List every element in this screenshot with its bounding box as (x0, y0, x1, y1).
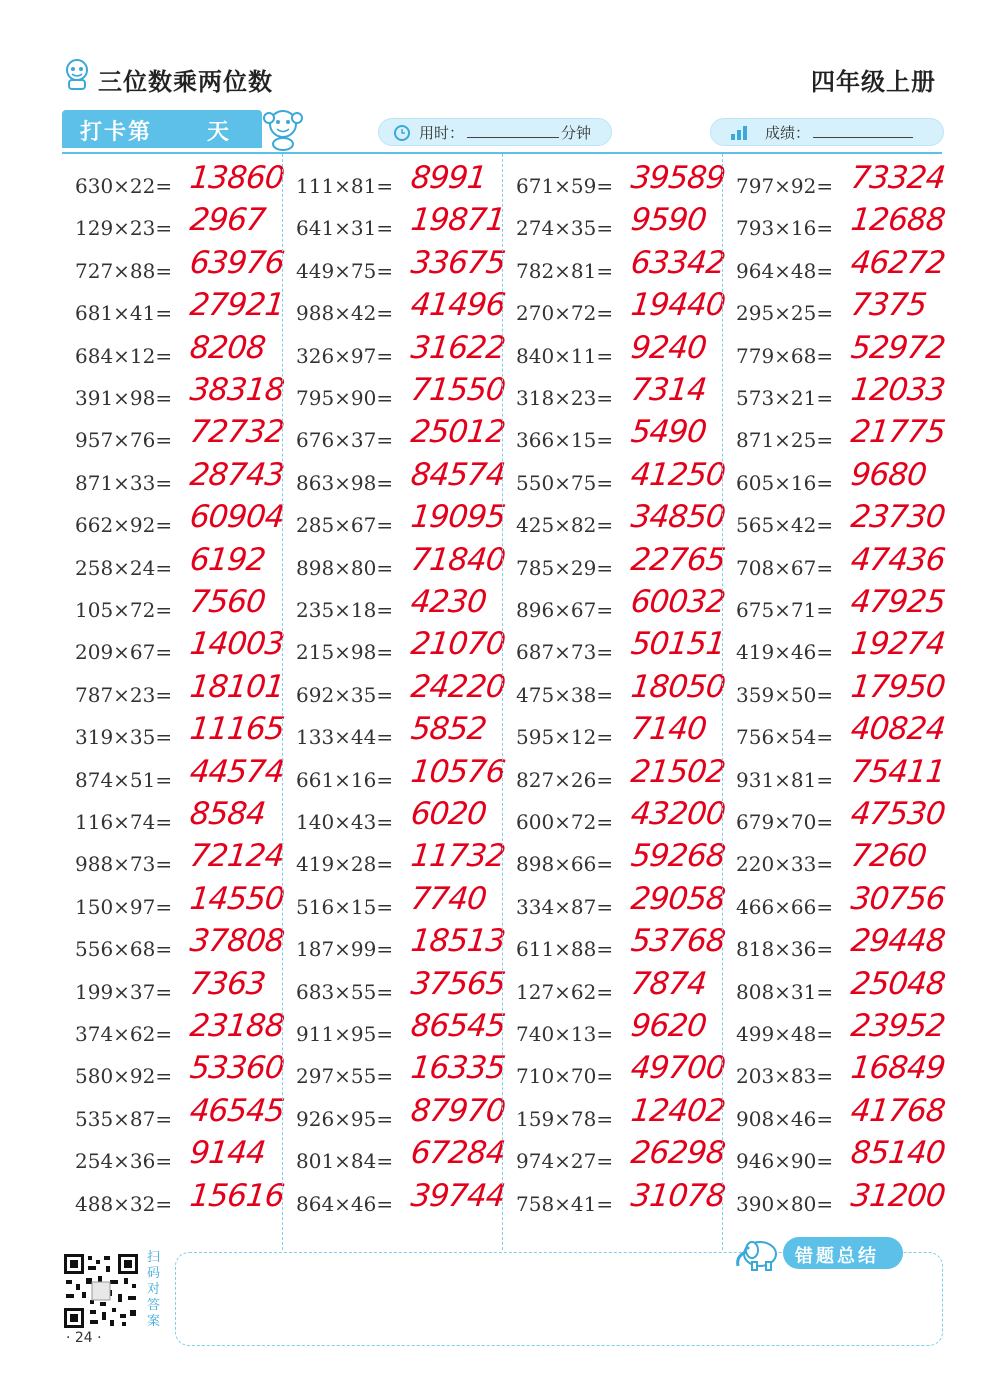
bar-chart-icon (729, 123, 751, 141)
problem-expression: 964×48= (736, 258, 834, 283)
handwritten-answer[interactable]: 12033 (849, 372, 947, 408)
handwritten-answer[interactable]: 73324 (849, 160, 947, 196)
time-unit: 分钟 (561, 124, 592, 142)
problem-expression: 797×92= (736, 174, 834, 198)
problem-expression: 556×68= (75, 937, 173, 962)
handwritten-answer[interactable]: 53768 (629, 923, 727, 960)
handwritten-answer[interactable]: 53360 (188, 1050, 286, 1087)
problem-row (503, 499, 727, 547)
problem-expression: 573×21= (736, 386, 834, 410)
problem-grid (62, 152, 947, 1250)
handwritten-answer[interactable]: 7314 (629, 372, 708, 408)
page-number: · 24 · (66, 1330, 102, 1346)
problem-expression: 605×16= (736, 470, 834, 495)
problem-expression: 235×18= (296, 598, 394, 622)
handwritten-answer[interactable]: 52972 (849, 329, 947, 366)
handwritten-answer[interactable]: 8991 (409, 160, 488, 196)
problem-expression: 209×67= (75, 640, 173, 665)
problem-expression: 931×81= (736, 767, 834, 792)
problem-expression: 580×92= (75, 1064, 173, 1089)
page-title: 三位数乘两位数 (98, 68, 273, 96)
problem-row (503, 287, 727, 335)
scan-answer-text: 扫码对答案 (147, 1250, 161, 1329)
handwritten-answer[interactable]: 40824 (849, 711, 947, 748)
handwritten-answer[interactable]: 41768 (849, 1092, 947, 1129)
problem-row (723, 287, 943, 335)
handwritten-answer[interactable]: 31200 (849, 1177, 947, 1214)
problem-expression: 159×78= (516, 1106, 614, 1131)
handwritten-answer[interactable]: 23730 (849, 499, 947, 536)
handwritten-answer[interactable]: 2967 (188, 202, 267, 239)
handwritten-answer[interactable]: 6192 (188, 541, 267, 578)
handwritten-answer[interactable]: 22765 (629, 541, 727, 578)
problem-row (283, 499, 507, 547)
handwritten-answer[interactable]: 43200 (629, 796, 727, 832)
problem-expression: 600×72= (516, 810, 614, 834)
problem-expression: 374×62= (75, 1022, 173, 1046)
problem-expression: 818×36= (736, 937, 834, 962)
problem-expression: 911×95= (296, 1022, 394, 1046)
problem-expression: 692×35= (296, 682, 394, 707)
problem-expression: 758×41= (516, 1191, 614, 1216)
problem-expression: 516×15= (296, 894, 394, 919)
handwritten-answer[interactable]: 63342 (629, 244, 727, 281)
problem-expression: 359×50= (736, 682, 834, 707)
handwritten-answer[interactable]: 11165 (188, 711, 286, 748)
handwritten-answer[interactable]: 23188 (188, 1008, 286, 1044)
problem-expression: 896×67= (516, 598, 614, 622)
problem-expression: 988×42= (296, 301, 394, 326)
problem-expression: 150×97= (75, 894, 173, 919)
problem-expression: 220×33= (736, 852, 834, 877)
problem-expression: 611×88= (516, 937, 614, 962)
problem-expression: 319×35= (75, 725, 173, 750)
problem-expression: 565×42= (736, 513, 834, 538)
problem-expression: 779×68= (736, 343, 834, 368)
score-label: 成绩： (765, 124, 811, 142)
problem-expression: 488×32= (75, 1191, 173, 1216)
handwritten-answer[interactable]: 19095 (409, 499, 507, 536)
problem-row (503, 923, 727, 971)
problem-row (723, 1177, 947, 1226)
problem-row (503, 1177, 727, 1226)
problem-expression: 661×16= (296, 767, 394, 792)
handwritten-answer[interactable]: 6020 (409, 796, 488, 832)
problem-expression: 641×31= (296, 216, 394, 241)
handwritten-answer[interactable]: 38318 (188, 372, 286, 408)
score-blank[interactable] (813, 137, 913, 138)
handwritten-answer[interactable]: 31622 (409, 329, 507, 366)
handwritten-answer[interactable]: 60032 (629, 584, 727, 620)
problem-expression: 782×81= (516, 258, 614, 283)
checkin-prefix: 打卡第 (80, 120, 153, 145)
handwritten-answer[interactable]: 46545 (188, 1092, 286, 1129)
problem-expression: 671×59= (516, 174, 614, 198)
handwritten-answer[interactable]: 44574 (188, 753, 286, 790)
problem-expression: 129×23= (75, 216, 173, 241)
problem-row (723, 1135, 947, 1183)
handwritten-answer[interactable]: 8208 (188, 329, 267, 366)
problem-row (723, 711, 947, 759)
handwritten-answer[interactable]: 75411 (849, 753, 947, 790)
mascot-icon (62, 58, 92, 90)
handwritten-answer[interactable]: 23952 (849, 1008, 947, 1044)
handwritten-answer[interactable]: 67284 (409, 1135, 507, 1172)
problem-expression: 827×26= (516, 767, 614, 792)
handwritten-answer[interactable]: 39589 (629, 160, 727, 196)
problem-expression: 756×54= (736, 725, 834, 750)
problem-expression: 187×99= (296, 937, 394, 962)
problem-expression: 946×90= (736, 1149, 834, 1174)
time-field (378, 118, 612, 146)
handwritten-answer[interactable]: 27921 (188, 287, 286, 324)
problem-expression: 295×25= (736, 301, 834, 326)
problem-row (62, 711, 286, 759)
problem-expression: 708×67= (736, 555, 834, 580)
handwritten-answer[interactable]: 7874 (629, 965, 708, 1002)
handwritten-answer[interactable]: 47925 (849, 584, 947, 620)
problem-expression: 466×66= (736, 894, 834, 919)
handwritten-answer[interactable]: 29058 (629, 880, 727, 917)
handwritten-answer[interactable]: 7375 (849, 287, 928, 324)
handwritten-answer[interactable]: 26298 (629, 1135, 727, 1172)
handwritten-answer[interactable]: 4230 (409, 584, 488, 620)
handwritten-answer[interactable]: 41496 (409, 287, 507, 324)
problem-expression: 550×75= (516, 470, 614, 495)
handwritten-answer[interactable]: 84574 (409, 456, 507, 493)
problem-expression: 258×24= (75, 555, 173, 580)
problem-expression: 285×67= (296, 513, 394, 538)
qr-code[interactable] (62, 1252, 140, 1330)
problem-expression: 871×25= (736, 428, 834, 453)
handwritten-answer[interactable]: 41250 (629, 456, 727, 493)
handwritten-answer[interactable]: 15616 (188, 1177, 286, 1214)
problem-expression: 795×90= (296, 386, 394, 410)
handwritten-answer[interactable]: 14003 (188, 626, 286, 663)
problem-expression: 254×36= (75, 1149, 173, 1174)
problem-row (723, 923, 947, 971)
problem-expression: 679×70= (736, 810, 834, 834)
problem-expression: 988×73= (75, 852, 173, 877)
handwritten-answer[interactable]: 34850 (629, 499, 727, 536)
grade-label: 四年级上册 (811, 68, 936, 96)
handwritten-answer[interactable]: 31078 (629, 1177, 727, 1214)
problem-expression: 326×97= (296, 343, 394, 368)
problem-expression: 595×12= (516, 725, 614, 750)
problem-row (62, 499, 286, 547)
problem-expression: 710×70= (516, 1064, 614, 1089)
handwritten-answer[interactable]: 16849 (849, 1050, 947, 1087)
handwritten-answer[interactable]: 37808 (188, 923, 286, 960)
problem-expression: 793×16= (736, 216, 834, 241)
problem-expression: 274×35= (516, 216, 614, 241)
handwritten-answer[interactable]: 30756 (849, 880, 947, 917)
time-label: 用时： (419, 124, 465, 142)
handwritten-answer[interactable]: 24220 (409, 668, 507, 705)
problem-column (62, 154, 286, 1250)
handwritten-answer[interactable]: 71840 (409, 541, 507, 578)
problem-expression: 390×80= (736, 1191, 834, 1216)
problem-expression: 681×41= (75, 301, 173, 326)
problem-expression: 116×74= (75, 810, 173, 834)
problem-expression: 391×98= (75, 386, 173, 410)
problem-expression: 740×13= (516, 1022, 614, 1046)
handwritten-answer[interactable]: 5490 (629, 414, 708, 451)
handwritten-answer[interactable]: 25012 (409, 414, 507, 451)
handwritten-answer[interactable]: 39744 (409, 1177, 507, 1214)
handwritten-answer[interactable]: 46272 (849, 244, 947, 281)
problem-expression: 133×44= (296, 725, 394, 750)
problem-expression: 787×23= (75, 682, 173, 707)
handwritten-answer[interactable]: 13860 (188, 160, 286, 196)
handwritten-answer[interactable]: 12688 (849, 202, 947, 239)
handwritten-answer[interactable]: 17950 (849, 668, 947, 705)
problem-expression: 926×95= (296, 1106, 394, 1131)
handwritten-answer[interactable]: 72124 (188, 838, 286, 875)
handwritten-answer[interactable]: 7260 (849, 838, 928, 875)
problem-expression: 318×23= (516, 386, 614, 410)
problem-expression: 199×37= (75, 979, 173, 1004)
handwritten-answer[interactable]: 85140 (849, 1135, 947, 1172)
problem-expression: 105×72= (75, 598, 173, 622)
problem-expression: 808×31= (736, 979, 834, 1004)
problem-expression: 908×46= (736, 1106, 834, 1131)
handwritten-answer[interactable]: 16335 (409, 1050, 507, 1087)
handwritten-answer[interactable]: 21070 (409, 626, 507, 663)
problem-expression: 683×55= (296, 979, 394, 1004)
handwritten-answer[interactable]: 50151 (629, 626, 727, 663)
problem-expression: 871×33= (75, 470, 173, 495)
handwritten-answer[interactable]: 19274 (849, 626, 947, 663)
handwritten-answer[interactable]: 19871 (409, 202, 507, 239)
problem-expression: 535×87= (75, 1106, 173, 1131)
checkin-banner (62, 110, 262, 148)
handwritten-answer[interactable]: 25048 (849, 965, 947, 1002)
handwritten-answer[interactable]: 71550 (409, 372, 507, 408)
handwritten-answer[interactable]: 18050 (629, 668, 727, 705)
handwritten-answer[interactable]: 12402 (629, 1092, 727, 1129)
time-blank[interactable] (467, 137, 559, 138)
handwritten-answer[interactable]: 7363 (188, 965, 267, 1002)
handwritten-answer[interactable]: 37565 (409, 965, 507, 1002)
problem-expression: 630×22= (75, 174, 173, 198)
problem-row (283, 1135, 507, 1183)
handwritten-answer[interactable]: 7740 (409, 880, 488, 917)
handwritten-answer[interactable]: 87970 (409, 1092, 507, 1129)
handwritten-answer[interactable]: 7140 (629, 711, 708, 748)
problem-expression: 111×81= (296, 174, 394, 198)
handwritten-answer[interactable]: 5852 (409, 711, 488, 748)
handwritten-answer[interactable]: 18101 (188, 668, 286, 705)
handwritten-answer[interactable]: 49700 (629, 1050, 727, 1087)
problem-expression: 334×87= (516, 894, 614, 919)
problem-expression: 840×11= (516, 343, 614, 368)
problem-expression: 475×38= (516, 682, 614, 707)
checkin-suffix: 天 (207, 120, 230, 145)
problem-row (62, 1135, 282, 1183)
handwritten-answer[interactable]: 21502 (629, 753, 727, 790)
problem-expression: 297×55= (296, 1064, 394, 1089)
problem-expression: 499×48= (736, 1022, 834, 1046)
score-field (710, 118, 944, 146)
problem-column (722, 154, 947, 1250)
handwritten-answer[interactable]: 63976 (188, 244, 286, 281)
problem-expression: 419×28= (296, 852, 394, 877)
handwritten-answer[interactable]: 14550 (188, 880, 286, 917)
handwritten-answer[interactable]: 72732 (188, 414, 286, 451)
problem-expression: 684×12= (75, 343, 173, 368)
handwritten-answer[interactable]: 11732 (409, 838, 507, 875)
problem-row (283, 287, 507, 335)
handwritten-answer[interactable]: 28743 (188, 456, 286, 493)
handwritten-answer[interactable]: 9680 (849, 456, 928, 493)
handwritten-answer[interactable]: 9590 (629, 202, 708, 239)
problem-expression: 898×80= (296, 555, 394, 580)
handwritten-answer[interactable]: 47436 (849, 541, 947, 578)
problem-row (283, 711, 503, 759)
problem-expression: 419×46= (736, 640, 834, 665)
handwritten-answer[interactable]: 10576 (409, 753, 507, 790)
handwritten-answer[interactable]: 47530 (849, 796, 947, 832)
problem-expression: 863×98= (296, 470, 394, 495)
problem-expression: 727×88= (75, 258, 173, 283)
problem-row (283, 923, 507, 971)
error-summary-label (783, 1237, 903, 1269)
problem-row (503, 1135, 727, 1183)
error-summary-text: 错题总结 (795, 1246, 879, 1267)
problem-expression: 801×84= (296, 1149, 394, 1174)
problem-column (502, 154, 727, 1250)
monkey-icon (258, 104, 308, 152)
problem-row (283, 1177, 507, 1226)
problem-expression: 675×71= (736, 598, 834, 622)
handwritten-answer[interactable]: 59268 (629, 838, 727, 875)
problem-row (62, 1177, 286, 1226)
problem-expression: 140×43= (296, 810, 394, 834)
problem-row (62, 287, 286, 335)
problem-expression: 425×82= (516, 513, 614, 538)
handwritten-answer[interactable]: 9144 (188, 1135, 267, 1172)
problem-expression: 957×76= (75, 428, 173, 453)
problem-expression: 898×66= (516, 852, 614, 877)
handwritten-answer[interactable]: 60904 (188, 499, 286, 536)
elephant-icon (730, 1232, 782, 1272)
problem-expression: 366×15= (516, 428, 614, 453)
problem-expression: 662×92= (75, 513, 173, 538)
problem-column (282, 154, 507, 1250)
problem-row (723, 499, 947, 547)
handwritten-answer[interactable]: 8584 (188, 796, 267, 832)
handwritten-answer[interactable]: 19440 (629, 287, 727, 324)
problem-expression: 864×46= (296, 1191, 394, 1216)
problem-expression: 127×62= (516, 979, 614, 1004)
problem-expression: 215×98= (296, 640, 394, 665)
handwritten-answer[interactable]: 29448 (849, 923, 947, 960)
problem-expression: 449×75= (296, 258, 394, 283)
problem-expression: 203×83= (736, 1064, 834, 1089)
handwritten-answer[interactable]: 86545 (409, 1008, 507, 1044)
clock-icon (393, 123, 411, 141)
handwritten-answer[interactable]: 21775 (849, 414, 947, 451)
handwritten-answer[interactable]: 18513 (409, 923, 507, 960)
problem-expression: 874×51= (75, 767, 173, 792)
handwritten-answer[interactable]: 7560 (188, 584, 267, 620)
problem-row (503, 711, 723, 759)
problem-expression: 974×27= (516, 1149, 614, 1174)
problem-expression: 676×37= (296, 428, 394, 453)
problem-expression: 270×72= (516, 301, 614, 326)
handwritten-answer[interactable]: 33675 (409, 244, 507, 281)
handwritten-answer[interactable]: 9620 (629, 1008, 708, 1044)
problem-expression: 785×29= (516, 555, 614, 580)
problem-expression: 687×73= (516, 640, 614, 665)
problem-row (62, 923, 286, 971)
handwritten-answer[interactable]: 9240 (629, 329, 708, 366)
